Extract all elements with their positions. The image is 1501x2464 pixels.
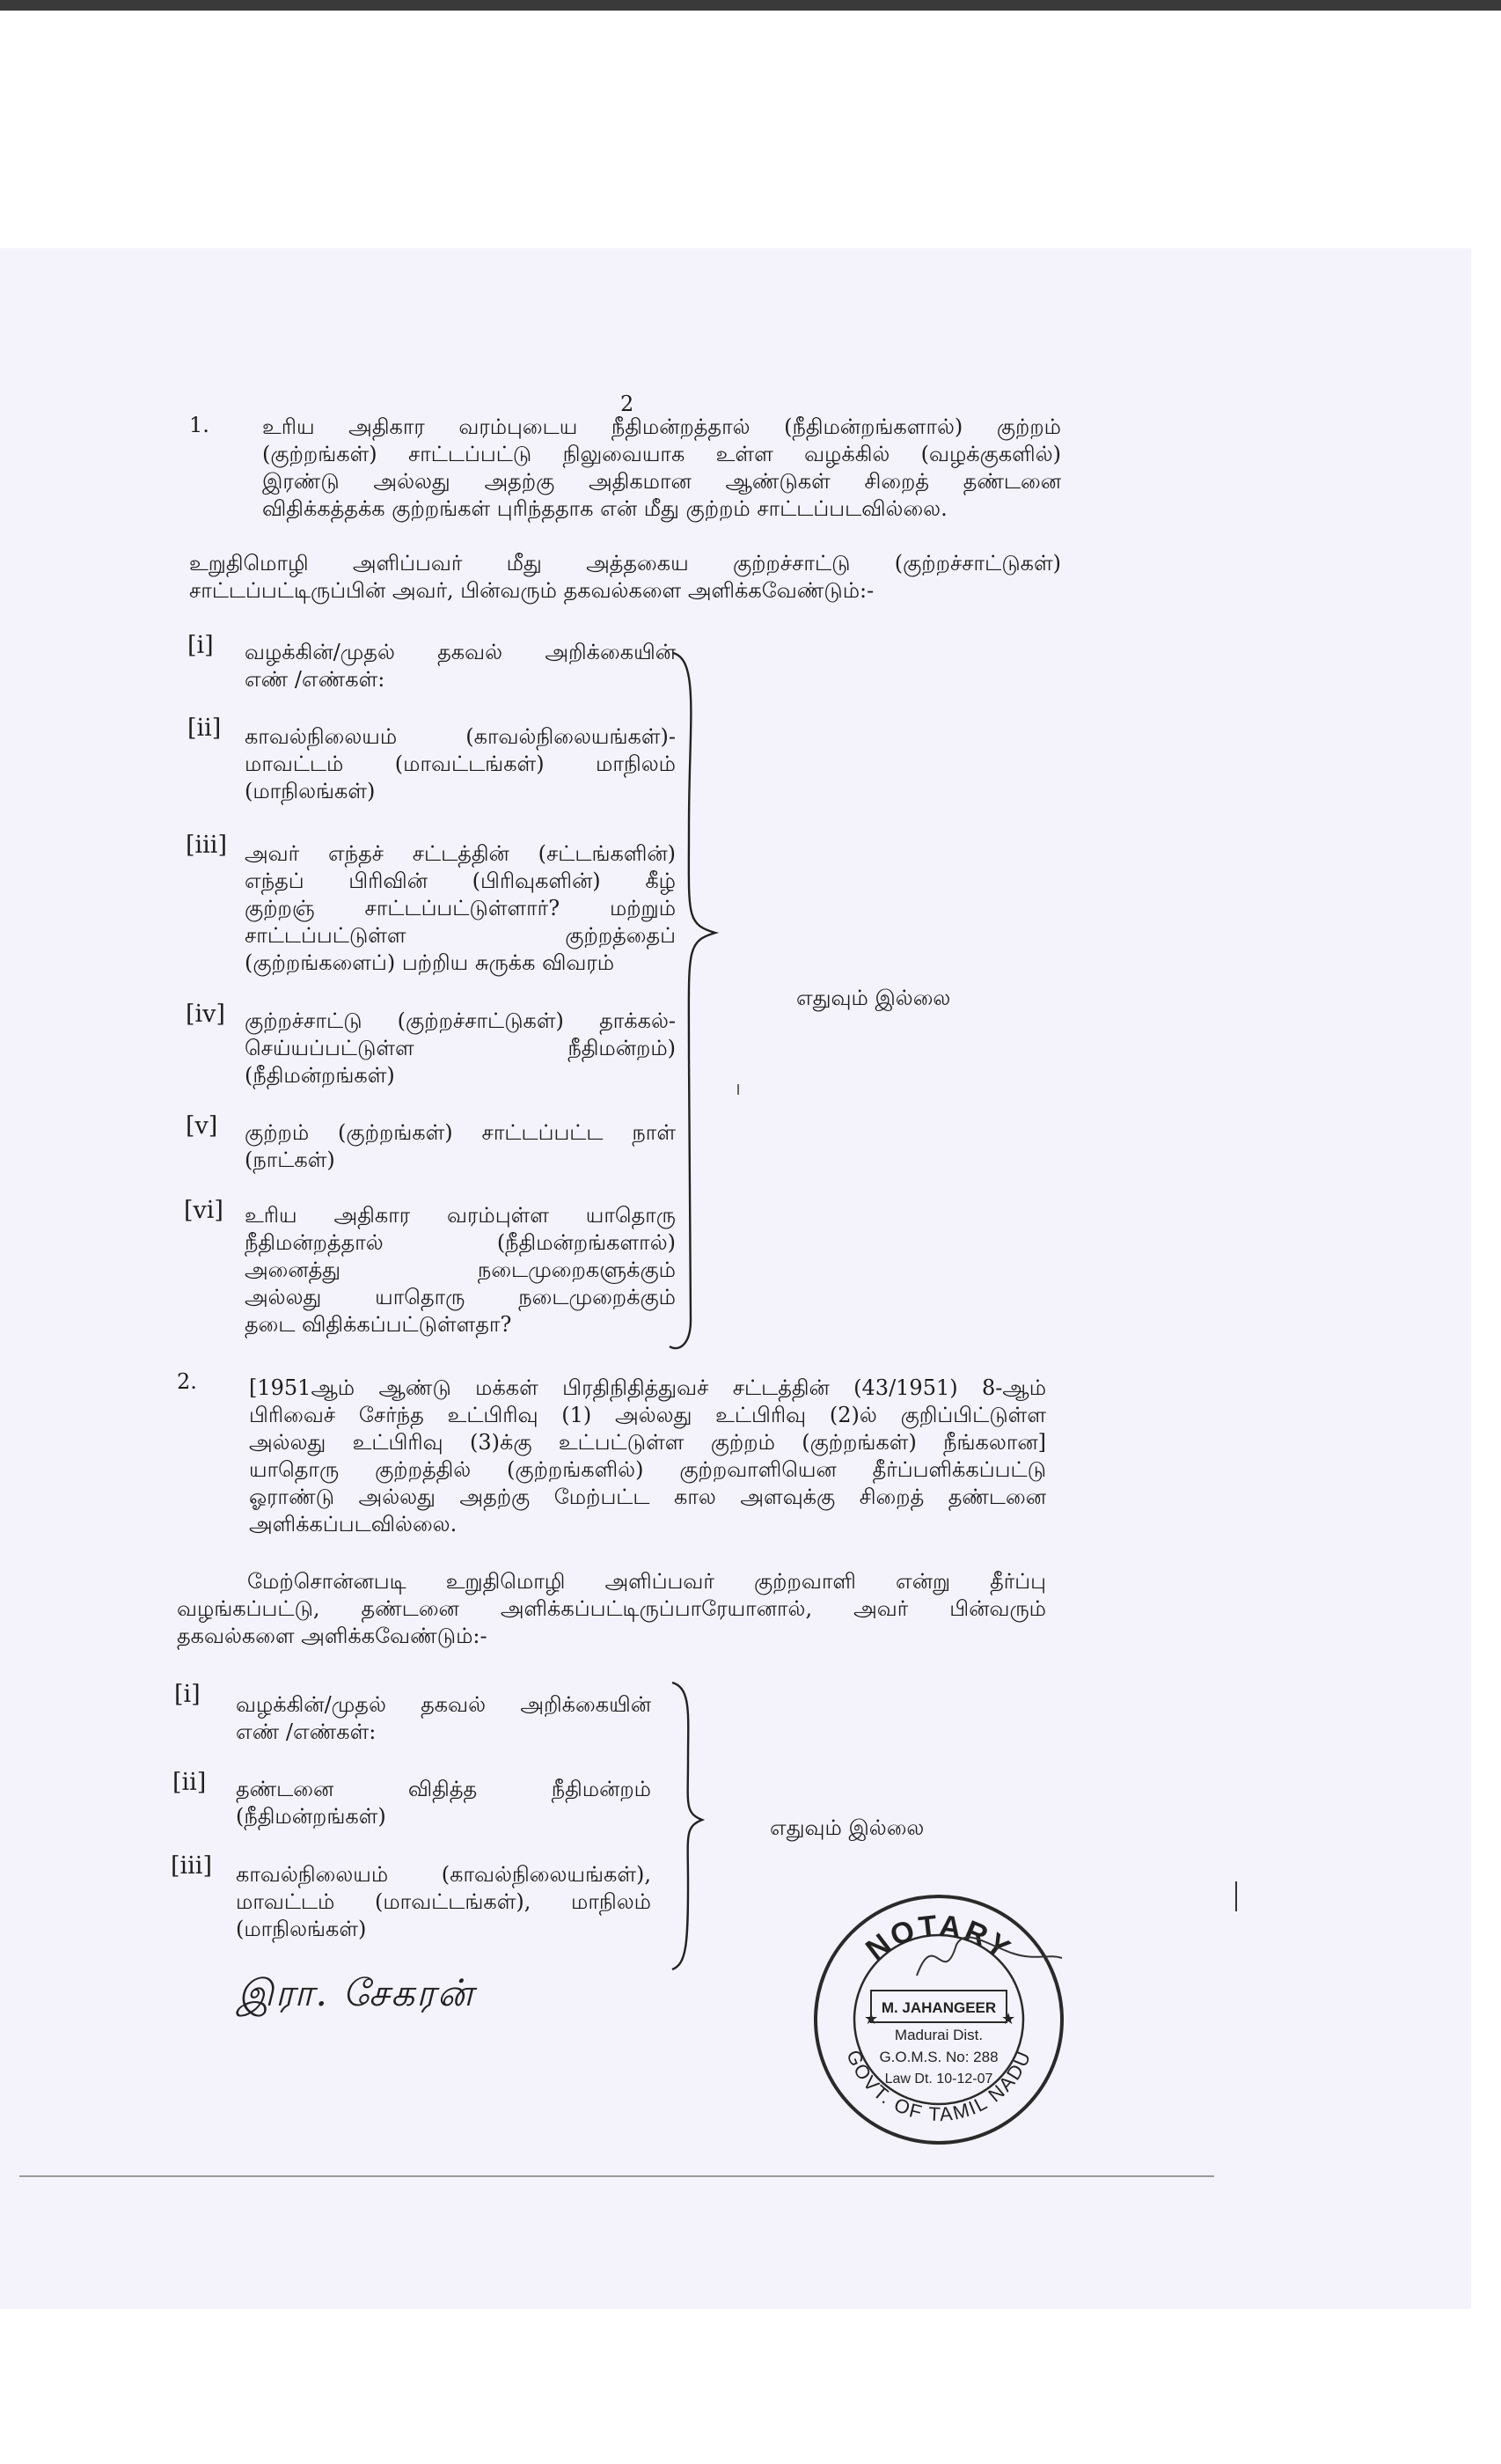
item-label: [ii] bbox=[172, 1769, 207, 1796]
section-2-intro bbox=[177, 1568, 1046, 1650]
item-vi-stay-order bbox=[245, 1202, 676, 1338]
item-label: [ii] bbox=[187, 715, 222, 742]
item-label: [i] bbox=[187, 632, 214, 659]
statement-line: இரண்டு அல்லது அதற்கு அதிகமான ஆண்டுகள் சிறைத் தண்டனை bbox=[262, 469, 1061, 494]
item-line: அல்லது யாதொரு நடைமுறைக்கும் bbox=[245, 1285, 676, 1309]
intro-line: வழங்கப்பட்டு, தண்டனை அளிக்கப்பட்டிருப்பாரேயானால், அவர் பின்வரும் bbox=[177, 1596, 1046, 1621]
item-line: எண் /எண்கள்: bbox=[236, 1720, 377, 1744]
item-line: எந்தப் பிரிவின் (பிரிவுகளின்) கீழ் bbox=[245, 869, 676, 893]
item-ii-sentencing-court bbox=[236, 1776, 651, 1830]
statement-line: [1951ஆம் ஆண்டு மக்கள் பிரதிநிதித்துவச் சட்டத்தின் (43/1951) 8-ஆம் bbox=[249, 1375, 1046, 1400]
star-icon: ★ bbox=[864, 2010, 879, 2028]
statement-line: விதிக்கத்தக்க குற்றங்கள் புரிந்ததாக என் மீது குற்றம் சாட்டப்படவில்லை. bbox=[262, 496, 948, 521]
item-label: [iii] bbox=[171, 1852, 212, 1880]
item-line: (குற்றங்களைப்) பற்றிய சுருக்க விவரம் bbox=[245, 950, 615, 975]
statement-line: அளிக்கப்படவில்லை. bbox=[249, 1512, 458, 1536]
item-line: மாவட்டம் (மாவட்டங்கள்) மாநிலம் bbox=[245, 752, 676, 776]
item-line: வழக்கின்/முதல் தகவல் அறிக்கையின் bbox=[245, 640, 676, 664]
item-label: [iv] bbox=[186, 1001, 225, 1028]
item-line: குற்றம் (குற்றங்கள்) சாட்டப்பட்ட நாள் bbox=[245, 1120, 676, 1145]
section-2-statement bbox=[249, 1375, 1046, 1538]
statement-line: யாதொரு குற்றத்தில் (குற்றங்களில்) குற்றவாளியென தீர்ப்பளிக்கப்பட்டு bbox=[249, 1457, 1046, 1482]
item-line: குற்றச்சாட்டு (குற்றச்சாட்டுகள்) தாக்கல்- bbox=[245, 1008, 676, 1033]
item-line: நீதிமன்றத்தால் (நீதிமன்றங்களால்) bbox=[245, 1230, 676, 1255]
curly-brace bbox=[664, 651, 735, 1355]
intro-line: தகவல்களை அளிக்கவேண்டும்:- bbox=[177, 1624, 487, 1648]
stamp-top-text: NOTARY bbox=[860, 1909, 1018, 1968]
item-line: குற்றஞ் சாட்டப்பட்டுள்ளார்? மற்றும் bbox=[245, 896, 676, 920]
bottom-divider bbox=[19, 2175, 1214, 2177]
item-label: [v] bbox=[186, 1112, 218, 1140]
section-1-statement bbox=[262, 414, 1061, 523]
scan-top-edge bbox=[0, 0, 1501, 11]
item-line: தண்டனை விதித்த நீதிமன்றம் bbox=[236, 1777, 651, 1801]
item-v-charge-date bbox=[245, 1119, 676, 1174]
item-line: (நீதிமன்றங்கள்) bbox=[245, 1063, 395, 1088]
item-line: தடை விதிக்கப்பட்டுள்ளதா? bbox=[245, 1312, 512, 1337]
intro-line: மேற்சொன்னபடி உறுதிமொழி அளிப்பவர் குற்றவாளி என்று தீர்ப்பு bbox=[247, 1569, 1046, 1594]
intro-line: உறுதிமொழி அளிப்பவர் மீது அத்தகைய குற்றச்சாட்டு (குற்றச்சாட்டுகள்) bbox=[189, 551, 1061, 576]
signature: இரா. சேகரன் bbox=[238, 1971, 475, 2014]
item-line: வழக்கின்/முதல் தகவல் அறிக்கையின் bbox=[236, 1692, 651, 1717]
scan-mark bbox=[737, 1084, 739, 1095]
item-line: மாவட்டம் (மாவட்டங்கள்), மாநிலம் bbox=[236, 1889, 651, 1914]
item-line: காவல்நிலையம் (காவல்நிலையங்கள்)- bbox=[245, 724, 676, 749]
statement-line: அல்லது உட்பிரிவு (3)க்கு உட்பட்டுள்ள குற்றம் (குற்றங்கள்) நீங்கலான] bbox=[249, 1430, 1046, 1455]
section-2-answer: எதுவும் இல்லை bbox=[770, 1815, 925, 1840]
item-ii-police-station bbox=[245, 723, 676, 805]
section-1-intro bbox=[189, 550, 1061, 605]
item-line: செய்யப்பட்டுள்ள நீதிமன்றம்) bbox=[245, 1036, 676, 1060]
item-iii-act-section bbox=[245, 840, 676, 977]
item-label: [i] bbox=[174, 1681, 201, 1708]
item-i-fir-number bbox=[236, 1691, 651, 1746]
star-icon: ★ bbox=[1001, 2010, 1016, 2028]
item-iii-police-station bbox=[236, 1861, 651, 1943]
stamp-bottom-text: GOVT. OF TAMIL NADU bbox=[842, 2046, 1036, 2126]
item-i-fir-number bbox=[245, 639, 676, 693]
item-label: [vi] bbox=[184, 1197, 223, 1224]
curly-brace bbox=[667, 1681, 720, 1971]
section-1-answer: எதுவும் இல்லை bbox=[796, 986, 951, 1010]
item-line: காவல்நிலையம் (காவல்நிலையங்கள்), bbox=[236, 1862, 651, 1887]
notary-stamp bbox=[811, 1892, 1066, 2147]
section-1-number: 1. bbox=[189, 413, 209, 437]
item-line: சாட்டப்பட்டுள்ள குற்றத்தைப் bbox=[245, 923, 676, 948]
stamp-district: Madurai Dist. bbox=[894, 2027, 984, 2043]
item-label: [iii] bbox=[186, 832, 227, 859]
stamp-name: M. JAHANGEER bbox=[881, 1999, 997, 2016]
item-line: (மாநிலங்கள்) bbox=[236, 1917, 367, 1941]
intro-line: சாட்டப்பட்டிருப்பின் அவர், பின்வரும் தகவல்களை அளிக்கவேண்டும்:- bbox=[189, 578, 875, 603]
item-line: எண் /எண்கள்: bbox=[245, 667, 385, 692]
section-2-number: 2. bbox=[177, 1369, 197, 1394]
statement-line: உரிய அதிகார வரம்புடைய நீதிமன்றத்தால் (நீதிமன்றங்களால்) குற்றம் bbox=[262, 414, 1061, 439]
item-iv-charge-court bbox=[245, 1008, 676, 1089]
item-line: அனைத்து நடைமுறைகளுக்கும் bbox=[245, 1258, 676, 1282]
item-line: (மாநிலங்கள்) bbox=[245, 779, 376, 803]
statement-line: ஓராண்டு அல்லது அதற்கு மேற்பட்ட கால அளவுக்கு சிறைத் தண்டனை bbox=[249, 1485, 1046, 1509]
item-line: (நீதிமன்றங்கள்) bbox=[236, 1804, 386, 1829]
scan-mark bbox=[1235, 1881, 1237, 1911]
page-number: 2 bbox=[620, 392, 634, 416]
statement-line: (குற்றங்கள்) சாட்டப்பட்டு நிலுவையாக உள்ள வழக்கில் (வழக்குகளில்) bbox=[262, 442, 1061, 466]
item-line: உரிய அதிகார வரம்புள்ள யாதொரு bbox=[245, 1203, 676, 1228]
stamp-goms: G.O.M.S. No: 288 bbox=[879, 2049, 999, 2065]
statement-line: பிரிவைச் சேர்ந்த உட்பிரிவு (1) அல்லது உட்பிரிவு (2)ல் குறிப்பிட்டுள்ள bbox=[249, 1403, 1046, 1427]
stamp-law-date: Law Dt. 10-12-07 bbox=[884, 2072, 993, 2086]
item-line: (நாட்கள்) bbox=[245, 1148, 335, 1172]
item-line: அவர் எந்தச் சட்டத்தின் (சட்டங்களின்) bbox=[245, 841, 676, 866]
